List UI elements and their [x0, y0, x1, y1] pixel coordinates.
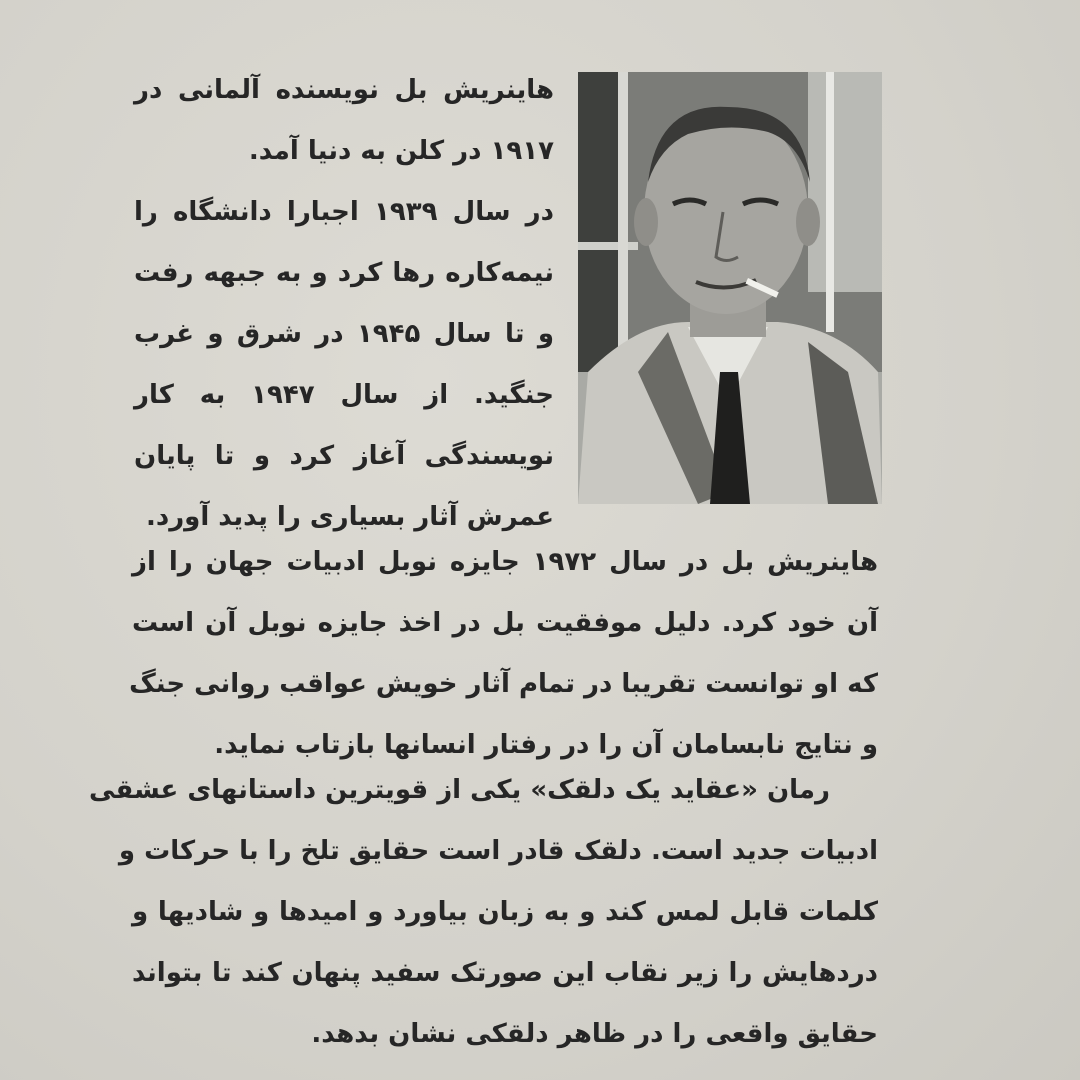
- text-line: هاینریش بل در سال ۱۹۷۲ جایزه نوبل ادبیات جهان را از: [132, 547, 878, 577]
- text-line: [89, 760, 878, 821]
- text-line: که او توانست تقریبا در تمام آثار خویش عواقب روانی جنگ: [129, 669, 878, 699]
- text-line: هاینریش بل نویسنده آلمانی در: [134, 75, 554, 105]
- text-fragment: » یکی از قویترین داستانهای عشقی: [89, 775, 548, 805]
- text-line: جنگید. از سال ۱۹۴۷ به کار: [134, 380, 555, 410]
- text-line: در سال ۱۹۳۹ اجبارا دانشگاه را: [134, 197, 554, 227]
- text-line: عمرش آثار بسیاری را پدید آورد.: [145, 502, 554, 532]
- text-line: دردهایش را زیر نقاب این صورتک سفید پنهان کند تا بتواند: [132, 958, 878, 988]
- author-portrait-image: [578, 72, 882, 504]
- author-photo: [578, 72, 882, 504]
- text-line: کلمات قابل لمس کند و به زبان بیاورد و امیدها و شادیها و: [132, 897, 878, 927]
- text-line: و نتایج نابسامان آن را در رفتار انسانها بازتاب نماید.: [214, 730, 878, 760]
- book-title: عقاید یک دلقک: [547, 775, 742, 805]
- text-fragment: رمان «: [741, 775, 830, 805]
- text-line: حقایق واقعی را در ظاهر دلقکی نشان بدهد.: [311, 1019, 878, 1049]
- nobel-paragraph: [129, 532, 878, 776]
- text-line: نیمه‌کاره رها کرد و به جبهه رفت: [134, 258, 554, 288]
- bio-intro-paragraph: [134, 60, 554, 548]
- text-line: و تا سال ۱۹۴۵ در شرق و غرب: [134, 319, 555, 349]
- novel-paragraph: [89, 760, 878, 1065]
- text-line: آن خود کرد. دلیل موفقیت بل در اخذ جایزه نوبل آن است: [132, 608, 878, 638]
- text-line: ۱۹۱۷ در کلن به دنیا آمد.: [248, 136, 554, 166]
- text-line: نویسندگی آغاز کرد و تا پایان: [134, 441, 554, 471]
- text-line: ادبیات جدید است. دلقک قادر است حقایق تلخ را با حرکات و: [118, 836, 878, 866]
